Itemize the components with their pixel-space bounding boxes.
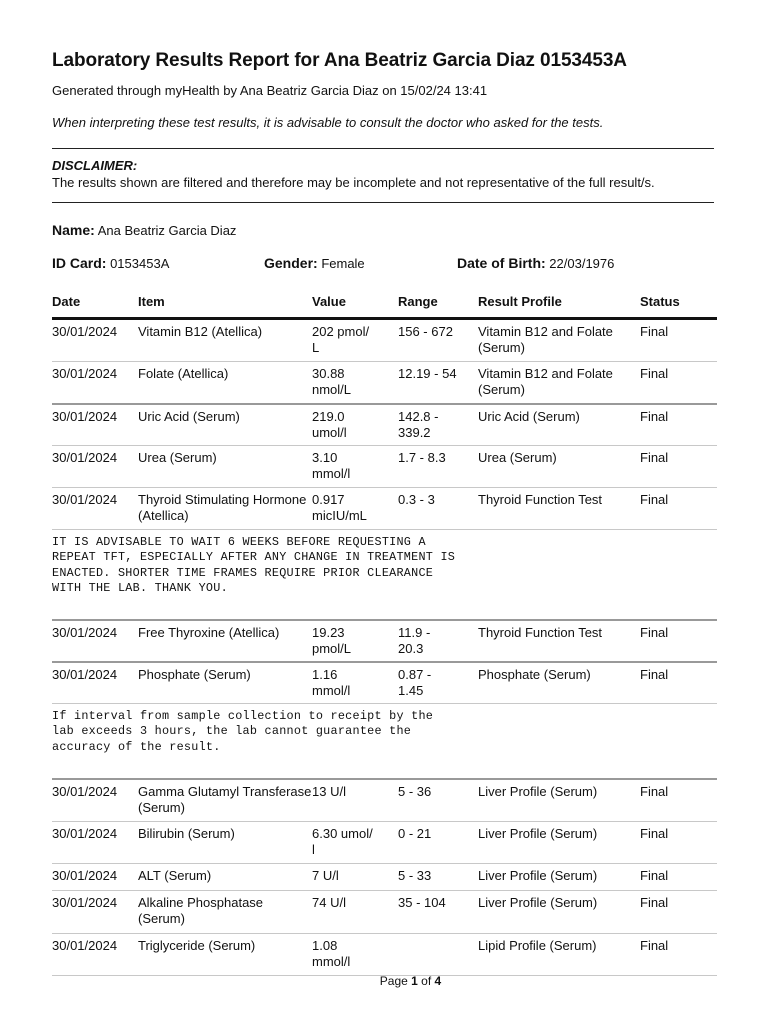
note-row xyxy=(52,530,717,620)
generated-line: Generated through myHealth by Ana Beatriz Garcia Diaz on 15/02/24 13:41 xyxy=(52,83,488,98)
cell-range: 0 - 21 xyxy=(398,826,432,841)
table-row xyxy=(52,362,717,404)
patient-dob xyxy=(457,255,614,271)
cell-value: 74 U/l xyxy=(312,895,346,910)
report-title: Laboratory Results Report for Ana Beatriz Garcia Diaz 0153453A xyxy=(52,50,627,71)
cell-date: 30/01/2024 xyxy=(52,408,118,424)
cell-range: 1.7 - 8.3 xyxy=(398,450,446,465)
header-result-profile: Result Profile xyxy=(478,294,562,309)
cell-value: 19.23 pmol/L xyxy=(312,624,352,656)
cell-value: 1.08 mmol/l xyxy=(312,938,351,969)
cell-profile: Phosphate (Serum) xyxy=(478,666,591,682)
id-label: ID Card: xyxy=(52,255,107,271)
cell-status: Final xyxy=(640,366,669,381)
header-item: Item xyxy=(138,294,165,309)
cell-date: 30/01/2024 xyxy=(52,666,118,682)
separator-bottom xyxy=(52,202,714,203)
cell-status: Final xyxy=(640,450,669,465)
disclaimer-text: The results shown are filtered and therefore may be incomplete and not representative of the full result/s. xyxy=(52,175,655,190)
cell-item: Free Thyroxine (Atellica) xyxy=(138,624,280,640)
table-header-row xyxy=(52,294,717,319)
cell-date: 30/01/2024 xyxy=(52,366,118,381)
cell-status: Final xyxy=(640,324,669,339)
table-row xyxy=(52,822,717,864)
cell-date: 30/01/2024 xyxy=(52,938,118,953)
gender-value: Female xyxy=(321,256,365,271)
table-row xyxy=(52,662,717,704)
cell-date: 30/01/2024 xyxy=(52,624,118,640)
page-total: 4 xyxy=(434,974,442,988)
separator-top xyxy=(52,148,714,149)
table-row xyxy=(52,891,717,934)
cell-item: Vitamin B12 (Atellica) xyxy=(138,324,263,339)
table-row xyxy=(52,488,717,530)
cell-value: 1.16 mmol/l xyxy=(312,666,351,698)
cell-status: Final xyxy=(640,895,669,910)
cell-profile: Vitamin B12 and Folate (Serum) xyxy=(478,324,613,355)
cell-date: 30/01/2024 xyxy=(52,492,118,507)
page-of: of xyxy=(421,974,432,988)
page-current: 1 xyxy=(411,974,418,988)
cell-range: 12.19 - 54 xyxy=(398,366,457,381)
cell-status: Final xyxy=(640,826,669,841)
cell-value: 0.917 micIU/mL xyxy=(312,492,367,523)
results-table xyxy=(52,294,717,976)
cell-profile: Liver Profile (Serum) xyxy=(478,783,598,799)
cell-range: 5 - 33 xyxy=(398,868,432,883)
patient-gender xyxy=(264,255,365,271)
cell-profile: Urea (Serum) xyxy=(478,450,557,465)
advice-text: When interpreting these test results, it is advisable to consult the doctor who asked for the tests. xyxy=(52,115,604,130)
cell-date: 30/01/2024 xyxy=(52,895,118,910)
cell-range: 142.8 - 339.2 xyxy=(398,408,439,440)
cell-item: Alkaline Phosphatase (Serum) xyxy=(138,895,264,926)
cell-range: 35 - 104 xyxy=(398,895,446,910)
cell-date: 30/01/2024 xyxy=(52,783,118,799)
note-row xyxy=(52,704,717,779)
page-word: Page xyxy=(379,974,408,988)
cell-value: 202 pmol/ L xyxy=(312,324,370,355)
cell-item: Bilirubin (Serum) xyxy=(138,826,235,841)
cell-profile: Liver Profile (Serum) xyxy=(478,826,598,841)
name-value: Ana Beatriz Garcia Diaz xyxy=(97,223,237,238)
cell-range: 11.9 - 20.3 xyxy=(398,624,431,656)
cell-status: Final xyxy=(640,868,669,883)
cell-status: Final xyxy=(640,408,669,424)
patient-name xyxy=(52,222,236,238)
cell-profile: Vitamin B12 and Folate (Serum) xyxy=(478,366,613,397)
cell-item: ALT (Serum) xyxy=(138,868,212,883)
id-value: 0153453A xyxy=(110,256,170,271)
dob-value: 22/03/1976 xyxy=(549,256,615,271)
cell-item: Uric Acid (Serum) xyxy=(138,408,240,424)
cell-value: 6.30 umol/ l xyxy=(312,826,373,857)
cell-item: Urea (Serum) xyxy=(138,450,217,465)
cell-status: Final xyxy=(640,492,669,507)
cell-date: 30/01/2024 xyxy=(52,324,118,339)
table-row xyxy=(52,934,717,976)
cell-value: 30.88 nmol/L xyxy=(312,366,352,397)
header-date: Date xyxy=(52,294,81,309)
cell-profile: Thyroid Function Test xyxy=(478,492,603,507)
cell-value: 219.0 umol/l xyxy=(312,408,347,440)
cell-status: Final xyxy=(640,783,669,799)
phosphate-note: If interval from sample collection to receipt by the lab exceeds 3 hours, the lab cannot guarantee the accuracy of the result. xyxy=(52,709,434,754)
cell-profile: Uric Acid (Serum) xyxy=(478,408,580,424)
disclaimer-title: DISCLAIMER: xyxy=(52,158,138,173)
cell-item: Phosphate (Serum) xyxy=(138,666,251,682)
table-row xyxy=(52,446,717,488)
cell-status: Final xyxy=(640,938,669,953)
cell-value: 13 U/l xyxy=(312,783,346,799)
cell-profile: Lipid Profile (Serum) xyxy=(478,938,597,953)
cell-date: 30/01/2024 xyxy=(52,868,118,883)
cell-date: 30/01/2024 xyxy=(52,450,118,465)
cell-range xyxy=(398,934,478,976)
cell-profile: Thyroid Function Test xyxy=(478,624,603,640)
cell-range: 5 - 36 xyxy=(398,783,432,799)
cell-status: Final xyxy=(640,666,669,682)
dob-label: Date of Birth: xyxy=(457,255,546,271)
cell-date: 30/01/2024 xyxy=(52,826,118,841)
cell-profile: Liver Profile (Serum) xyxy=(478,868,598,883)
table-row xyxy=(52,779,717,822)
gender-label: Gender: xyxy=(264,255,318,271)
table-row xyxy=(52,404,717,446)
header-value: Value xyxy=(312,294,346,309)
header-status: Status xyxy=(640,294,680,309)
cell-item: Gamma Glutamyl Transferase (Serum) xyxy=(138,783,312,815)
cell-value: 3.10 mmol/l xyxy=(312,450,351,481)
page-footer xyxy=(52,974,768,988)
cell-item: Triglyceride (Serum) xyxy=(138,938,256,953)
tft-note: IT IS ADVISABLE TO WAIT 6 WEEKS BEFORE REQUESTING A REPEAT TFT, ESPECIALLY AFTER ANY CHANGE IN TREATMENT IS ENACTED. SHORTER TIME FRAMES REQUIRE PRIOR CLEARANCE WITH THE LAB. THANK YOU. xyxy=(52,535,456,596)
header-range: Range xyxy=(398,294,438,309)
cell-status: Final xyxy=(640,624,669,640)
table-row xyxy=(52,864,717,891)
cell-range: 0.87 - 1.45 xyxy=(398,666,432,698)
cell-range: 0.3 - 3 xyxy=(398,492,435,507)
cell-item: Folate (Atellica) xyxy=(138,366,229,381)
cell-range: 156 - 672 xyxy=(398,324,453,339)
cell-item: Thyroid Stimulating Hormone (Atellica) xyxy=(138,492,307,523)
patient-id xyxy=(52,255,169,271)
table-row xyxy=(52,620,717,662)
table-row xyxy=(52,319,717,362)
cell-value: 7 U/l xyxy=(312,868,339,883)
name-label: Name: xyxy=(52,222,95,238)
cell-profile: Liver Profile (Serum) xyxy=(478,895,598,910)
